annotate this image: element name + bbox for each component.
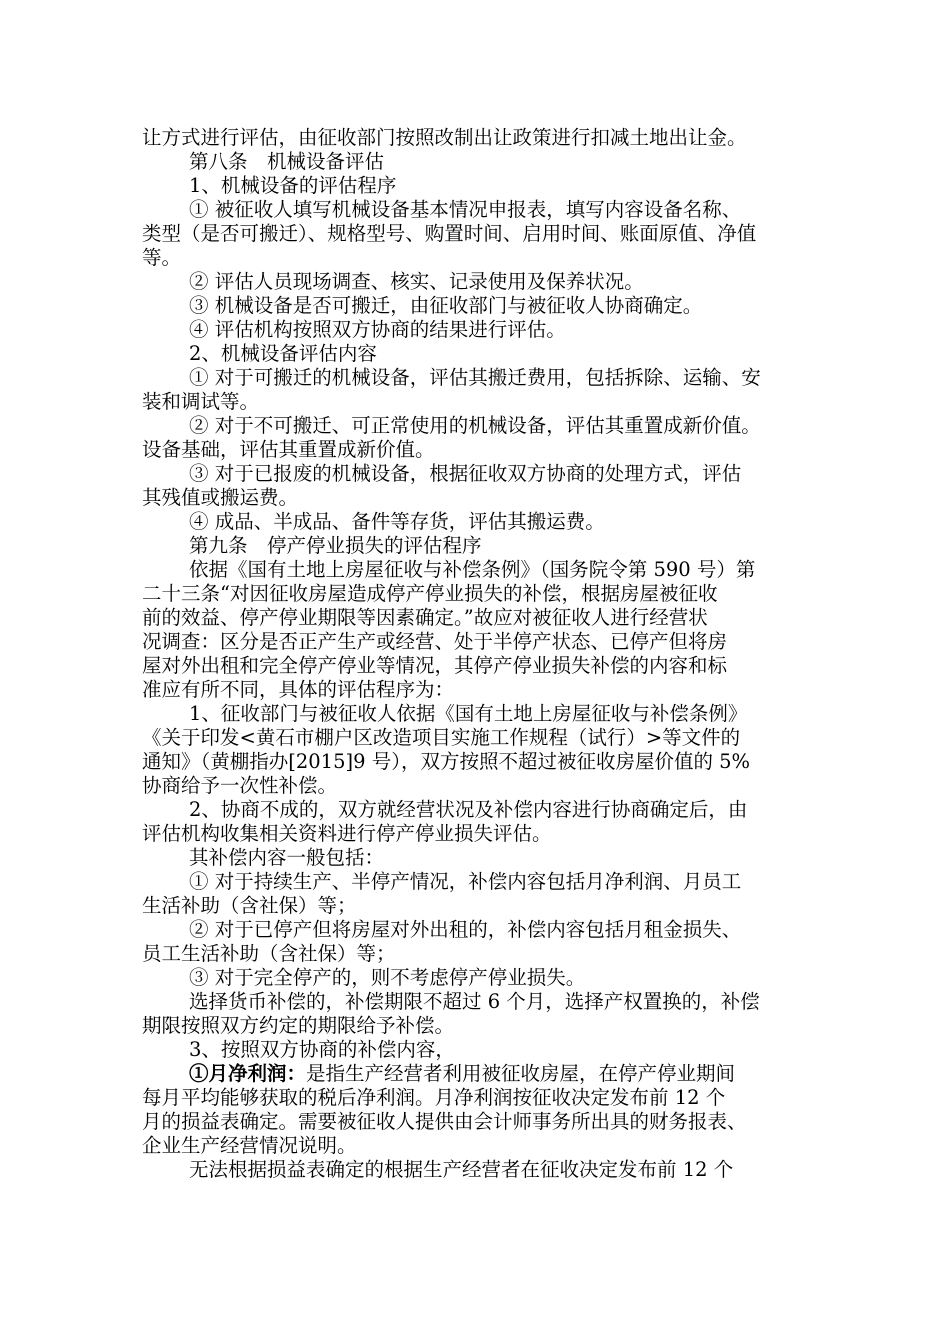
line-text: 1、机械设备的评估程序 <box>189 174 397 197</box>
text-line <box>142 342 814 366</box>
text-line <box>142 1014 814 1038</box>
line-text: ② 评估人员现场调查、核实、记录使用及保养状况。 <box>189 270 644 293</box>
line-text: 让方式进行评估，由征收部门按照改制出让政策进行扣减土地出让金。 <box>142 126 747 149</box>
text-line <box>142 1158 814 1182</box>
text-line <box>142 462 814 486</box>
line-text: ③ 对于完全停产的，则不考虑停产停业损失。 <box>189 966 586 989</box>
text-line <box>142 510 814 534</box>
text-line <box>142 582 814 606</box>
line-text: 期限按照双方约定的期限给予补偿。 <box>142 1014 455 1037</box>
line-text: 等。 <box>142 246 182 269</box>
line-text: 况调查：区分是否正产生产或经营、处于半停产状态、已停产但将房 <box>142 630 728 653</box>
text-line <box>142 918 814 942</box>
line-text: 通知》（黄棚指办[2015]9 号），双方按照不超过被征收房屋价值的 5% <box>142 750 751 773</box>
line-text: ③ 对于已报废的机械设备，根据征收双方协商的处理方式，评估 <box>189 462 742 485</box>
line-text: ③ 机械设备是否可搬迁，由征收部门与被征收人协商确定。 <box>189 294 703 317</box>
text-line <box>142 750 814 774</box>
text-line <box>142 1110 814 1134</box>
line-text: 2、机械设备评估内容 <box>189 342 377 365</box>
line-text: 屋对外出租和完全停产停业等情况，其停产停业损失补偿的内容和标 <box>142 654 728 677</box>
text-line <box>142 1062 814 1086</box>
text-line <box>142 174 814 198</box>
text-line <box>142 630 814 654</box>
text-line <box>142 438 814 462</box>
line-text: ① 被征收人填写机械设备基本情况申报表，填写内容设备名称、 <box>189 198 742 221</box>
line-text: ① 对于可搬迁的机械设备，评估其搬迁费用，包括拆除、运输、安 <box>189 366 761 389</box>
line-text: ④ 评估机构按照双方协商的结果进行评估。 <box>189 318 566 341</box>
line-text: 二十三条“对因征收房屋造成停产停业损失的补偿，根据房屋被征收 <box>142 582 718 605</box>
line-text: 每月平均能够获取的税后净利润。月净利润按征收决定发布前 12 个 <box>142 1086 726 1109</box>
line-text: 选择货币补偿的，补偿期限不超过 6 个月，选择产权置换的，补偿 <box>189 990 760 1013</box>
text-line <box>142 366 814 390</box>
line-text: 1、征收部门与被征收人依据《国有土地上房屋征收与补偿条例》 <box>189 702 748 725</box>
text-line <box>142 390 814 414</box>
text-line <box>142 726 814 750</box>
line-text: 装和调试等。 <box>142 390 260 413</box>
line-text: 第九条 停产停业损失的评估程序 <box>189 534 482 557</box>
text-line <box>142 486 814 510</box>
line-text: 依据《国有土地上房屋征收与补偿条例》（国务院令第 590 号）第 <box>189 558 756 581</box>
text-line <box>142 798 814 822</box>
line-text: 协商给予一次性补偿。 <box>142 774 338 797</box>
text-line <box>142 654 814 678</box>
text-line <box>142 126 814 150</box>
line-text: 第八条 机械设备评估 <box>189 150 385 173</box>
line-text: 《关于印发<黄石市棚户区改造项目实施工作规程（试行）>等文件的 <box>142 726 741 749</box>
text-line <box>142 942 814 966</box>
text-line <box>142 870 814 894</box>
line-text: 评估机构收集相关资料进行停产停业损失评估。 <box>142 822 552 845</box>
line-text: ② 对于不可搬迁、可正常使用的机械设备，评估其重置成新价值。 <box>189 414 761 437</box>
text-line <box>142 1134 814 1158</box>
text-line <box>142 534 814 558</box>
text-line <box>142 846 814 870</box>
line-text: 企业生产经营情况说明。 <box>142 1134 357 1157</box>
line-text: 员工生活补助（含社保）等； <box>142 942 396 965</box>
bold-term: ①月净利润： <box>189 1062 307 1085</box>
line-text: 准应有所不同，具体的评估程序为： <box>142 678 455 701</box>
line-text: 其残值或搬运费。 <box>142 486 299 509</box>
text-line <box>142 1038 814 1062</box>
text-line <box>142 318 814 342</box>
text-line <box>142 150 814 174</box>
text-line <box>142 894 814 918</box>
line-text: 生活补助（含社保）等； <box>142 894 357 917</box>
line-text: 前的效益、停产停业期限等因素确定。”故应对被征收人进行经营状 <box>142 606 708 629</box>
document-page <box>142 126 814 1182</box>
text-line <box>142 198 814 222</box>
text-line <box>142 990 814 1014</box>
line-text: 类型（是否可搬迁）、规格型号、购置时间、启用时间、账面原值、净值 <box>142 222 757 245</box>
text-line <box>142 1086 814 1110</box>
text-line <box>142 294 814 318</box>
text-line <box>142 270 814 294</box>
line-text: 设备基础，评估其重置成新价值。 <box>142 438 435 461</box>
text-line <box>142 414 814 438</box>
text-line <box>142 222 814 246</box>
line-text: 月的损益表确定。需要被征收人提供由会计师事务所出具的财务报表、 <box>142 1110 747 1133</box>
line-text: 3、按照双方协商的补偿内容， <box>189 1038 455 1061</box>
line-text: ① 对于持续生产、半停产情况，补偿内容包括月净利润、月员工 <box>189 870 742 893</box>
text-line <box>142 702 814 726</box>
text-line <box>142 966 814 990</box>
text-line <box>142 246 814 270</box>
text-line <box>142 774 814 798</box>
line-text: 是指生产经营者利用被征收房屋，在停产停业期间 <box>306 1062 736 1085</box>
line-text: 2、协商不成的，双方就经营状况及补偿内容进行协商确定后，由 <box>189 798 748 821</box>
line-text: ② 对于已停产但将房屋对外出租的，补偿内容包括月租金损失、 <box>189 918 742 941</box>
text-line <box>142 558 814 582</box>
line-text: ④ 成品、半成品、备件等存货，评估其搬运费。 <box>189 510 605 533</box>
line-text: 无法根据损益表确定的根据生产经营者在征收决定发布前 12 个 <box>189 1158 734 1181</box>
text-line <box>142 678 814 702</box>
line-text: 其补偿内容一般包括： <box>189 846 385 869</box>
text-line <box>142 606 814 630</box>
text-line <box>142 822 814 846</box>
